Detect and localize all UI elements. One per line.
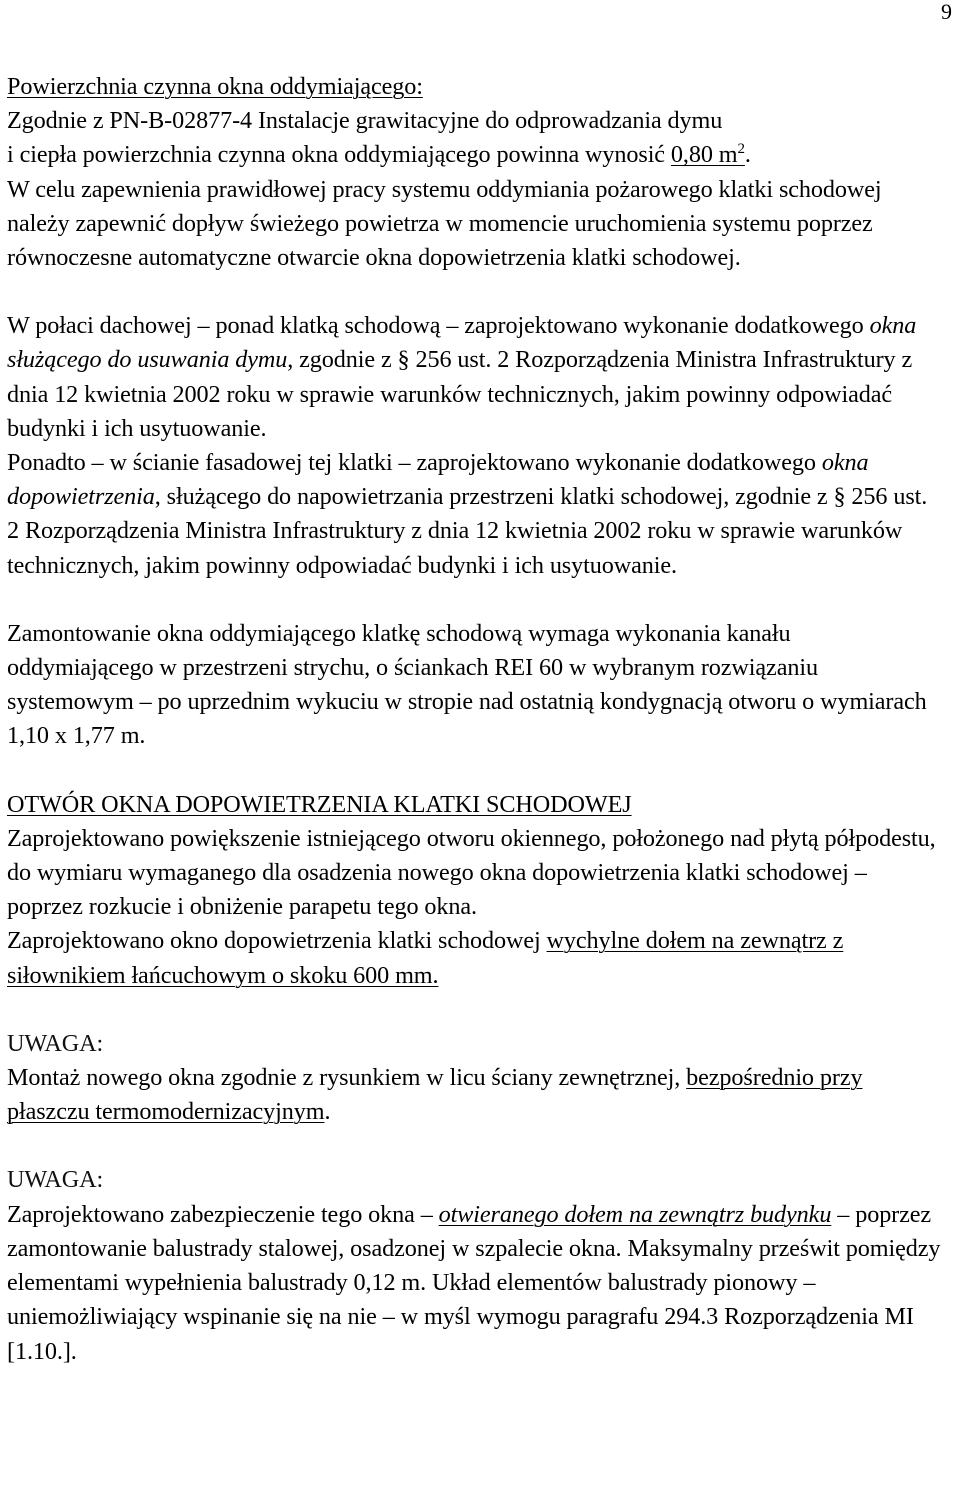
spacer [7,754,942,788]
section-smoke-vent-area [7,70,942,275]
required-area-line: i ciepła powierzchnia czynna okna oddymiającego powinna wynosić 0,80 $m^2$. [7,141,751,169]
note-mounting-text: Montaż nowego okna zgodnie z rysunkiem w licu ściany zewnętrznej, bezpośrednio przy płaszczu termomodernizacyjnym. [7,1064,863,1126]
facade-window-paragraph: Ponadto – w ścianie fasadowej tej klatki – zaprojektowano wykonanie dodatkowego okna dopowietrzenia, służącego do napowietrzania przestrzeni klatki schodowej, zgodnie z § 256 ust. 2 Rozporządzenia Ministra Infrastruktury z dnia 12 kwietnia 2002 roku w sprawie warunków technicznych, jakim powinny odpowiadać budynki i ich usytuowanie. [7,449,928,579]
note-mounting [7,1027,942,1130]
window-type-spec: wychylne dołem na zewnątrz z siłownikiem łańcuchowym o skoku 600 mm. [7,927,844,989]
section-heading-active-area: Powierzchnia czynna okna oddymiającego: [7,73,423,100]
note-balustrade-emphasis: otwieranego dołem na zewnątrz budynku [438,1200,832,1228]
page-number: 9 [941,0,952,24]
window-type-paragraph: Zaprojektowano okno dopowietrzenia klatki schodowej wychylne dołem na zewnątrz z siłownikiem łańcuchowym o skoku 600 mm. [7,927,844,989]
note-label: UWAGA: [7,1029,104,1057]
section-additional-windows [7,309,942,583]
spacer [7,275,942,309]
note-balustrade-text: Zaprojektowano zabezpieczenie tego okna – otwieranego dołem na zewnątrz budynku – poprzez zamontowanie balustrady stalowej, osadzonej w szpalecie okna. Maksymalny prześwit pomiędzy elementami wypełnienia balustrady 0,12 m. Układ elementów balustrady pionowy – uniemożliwiający wspinanie się na nie – w myśl wymogu paragrafu 294.3 Rozporządzenia MI [1.10.]. [7,1200,941,1365]
standard-reference-line: Zgodnie z PN-B-02877-4 Instalacje grawitacyjne do odprowadzania dymu [7,107,723,135]
opening-enlargement-paragraph: Zaprojektowano powiększenie istniejącego otworu okiennego, położonego nad płytą półpodestu, do wymiaru wymaganego dla osadzenia nowego okna dopowietrzenia klatki schodowej – poprzez rozkucie i obniżenie parapetu tego okna. [7,824,936,921]
spacer [7,993,942,1027]
note-balustrade [7,1163,942,1368]
section-heading-air-supply: OTWÓR OKNA DOPOWIETRZENIA KLATKI SCHODOWEJ [7,790,632,818]
roof-window-paragraph: W połaci dachowej – ponad klatką schodową – zaprojektowano wykonanie dodatkowego okna służącego do usuwania dymu, zgodnie z § 256 ust. 2 Rozporządzenia Ministra Infrastruktury z dnia 12 kwietnia 2002 roku w sprawie warunków technicznych, jakim powinny odpowiadać budynki i ich usytuowanie. [7,312,917,442]
note-label: UWAGA: [7,1166,104,1194]
document-body [7,70,942,1369]
smoke-channel-paragraph: Zamontowanie okna oddymiającego klatkę schodową wymaga wykonania kanału oddymiającego w przestrzeni strychu, o ściankach REI 60 w wybranym rozwiązaniu systemowym – po uprzednim wykuciu w stropie nad ostatnią kondygnacją otworu o wymiarach 1,10 x 1,77 m. [7,619,927,750]
spacer [7,1129,942,1163]
facade-window-term: okna dopowietrzenia [7,449,869,511]
section-air-supply-opening [7,788,942,993]
air-supply-paragraph: W celu zapewnienia prawidłowej pracy systemu oddymiania pożarowego klatki schodowej należy zapewnić dopływ świeżego powietrza w momencie uruchomienia systemu poprzez równoczesne automatyczne otwarcie okna dopowietrzenia klatki schodowej. [7,175,882,272]
required-area-value: 0,80 $m^2$ [670,141,745,169]
note-mounting-emphasis: bezpośrednio przy płaszczu termomodernizacyjnym [7,1064,863,1126]
roof-window-term: okna służącego do usuwania dymu [7,312,917,374]
spacer [7,583,942,617]
